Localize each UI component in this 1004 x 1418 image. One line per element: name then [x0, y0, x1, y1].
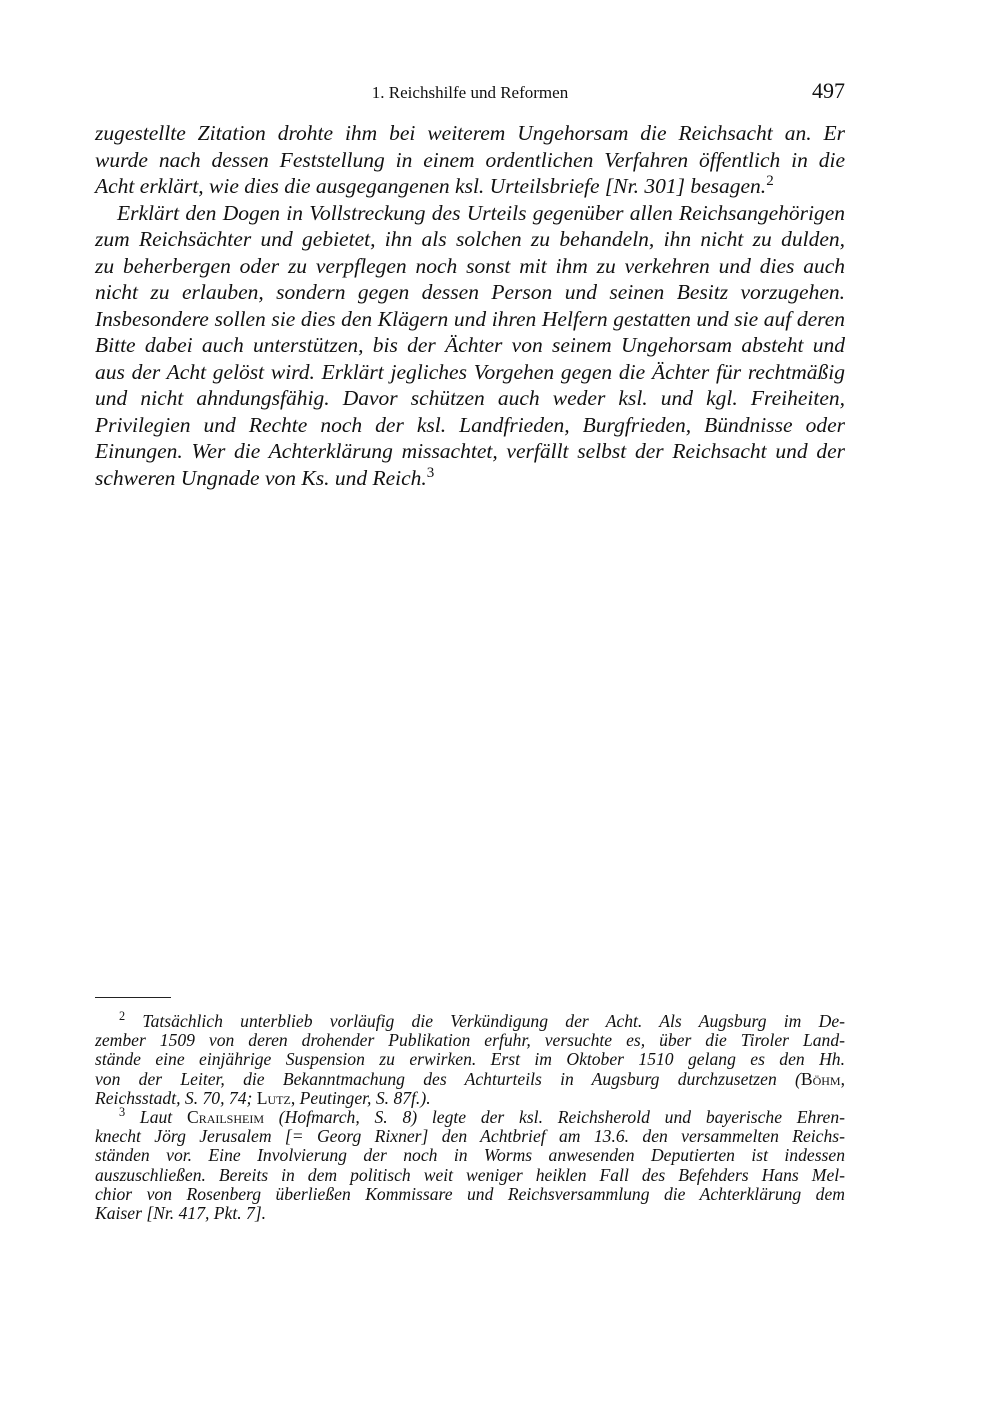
text-line	[95, 279, 845, 306]
text-line	[95, 306, 845, 333]
text-segment: Böhm,	[800, 1068, 845, 1089]
text-line	[95, 226, 845, 253]
text-segment: Privilegien und Rechte noch der ksl. Landfrieden, Burgfrieden, Bündnisse oder	[95, 412, 845, 437]
text-line	[95, 200, 845, 227]
running-header	[95, 80, 845, 108]
text-line	[95, 173, 845, 200]
text-line	[95, 332, 845, 359]
footnote-line	[95, 1089, 845, 1108]
footnote-line	[95, 1127, 845, 1146]
text-line	[95, 438, 845, 465]
text-segment: Erklärt den Dogen in Vollstreckung des Urteils gegenüber allen Reichsangehörigen	[117, 200, 845, 225]
footnote-line	[95, 1009, 845, 1031]
text-segment: Kaiser [Nr. 417, Pkt. 7].	[95, 1202, 267, 1223]
text-segment: zugestellte Zitation drohte ihm bei weiterem Ungehorsam die Reichsacht an. Er	[95, 121, 845, 145]
footnote-rule	[95, 997, 171, 998]
text-segment: von der Leiter, die Bekanntmachung des Achturteils in Augsburg durchzusetzen (	[95, 1068, 801, 1089]
footnote-marker: 3	[426, 464, 435, 481]
text-segment: chior von Rosenberg überließen Kommissare und Reichsversammlung die Achterklärung dem	[95, 1183, 845, 1204]
text-segment: nicht zu erlauben, sondern gegen dessen Person und seinen Besitz vorzugehen.	[95, 280, 845, 304]
text-segment: Bitte dabei auch unterstützen, bis der Ächter von seinem Ungehorsam absteht und	[95, 333, 845, 357]
text-segment: Tatsächlich unterblieb vorläufig die Verkündigung der Acht. Als Augsburg im De-	[125, 1011, 845, 1031]
footnote-line	[95, 1070, 845, 1089]
text-segment: Einungen. Wer die Achterklärung missachtet, verfällt selbst der Reichsacht und der	[95, 439, 845, 463]
text-segment: und nicht ahndungsfähig. Davor schützen auch weder ksl. und kgl. Freiheiten,	[95, 386, 845, 410]
text-segment: (Hofmarch, S. 8) legte der ksl. Reichsherold und bayerische Ehren-	[264, 1106, 845, 1127]
text-segment: Reichsstadt, S. 70, 74;	[95, 1087, 257, 1108]
page-number: 497	[812, 78, 845, 103]
footnote-line	[95, 1105, 845, 1127]
footnote-line	[95, 1031, 845, 1050]
footnote-line	[95, 1185, 845, 1204]
text-segment: Acht erklärt, wie dies die ausgegangenen ksl. Urteilsbriefe [Nr. 301] besagen.	[95, 174, 767, 198]
text-segment: Laut	[125, 1106, 187, 1127]
text-segment: Insbesondere sollen sie dies den Klägern und ihren Helfern gestatten und sie auf deren	[95, 306, 845, 331]
footnote-line	[95, 1166, 845, 1185]
footnote-marker: 2	[119, 1009, 126, 1024]
text-segment: zu beherbergen oder zu verpflegen noch sonst mit ihm zu verkehren und dies auch	[95, 253, 845, 278]
text-segment: auszuschließen. Bereits in dem politisch weit weniger heiklen Fall des Befehders Hans Mel-	[95, 1164, 845, 1185]
text-line	[95, 120, 845, 147]
footnote-line	[95, 1050, 845, 1069]
running-title: 1. Reichshilfe und Reformen	[371, 83, 569, 102]
main-text	[95, 120, 845, 491]
text-line	[95, 359, 845, 386]
text-segment: wurde nach dessen Feststellung in einem ordentlichen Verfahren öffentlich in die	[95, 147, 845, 172]
text-segment: stände eine einjährige Suspension zu erwirken. Erst im Oktober 1510 gelang es den Hh.	[95, 1049, 845, 1070]
text-segment: ständen vor. Eine Involvierung der noch in Worms anwesenden Deputierten ist indessen	[95, 1145, 845, 1166]
footnote-marker: 2	[766, 172, 774, 189]
text-line	[95, 147, 845, 174]
footnote-line	[95, 1204, 845, 1223]
text-segment: knecht Jörg Jerusalem [= Georg Rixner] den Achtbrief am 13.6. den versammelten Reichs-	[95, 1126, 845, 1147]
footnote-marker: 3	[119, 1105, 126, 1120]
text-segment: aus der Acht gelöst wird. Erklärt jegliches Vorgehen gegen die Ächter für rechtmäßig	[95, 359, 845, 384]
text-segment: schweren Ungnade von Ks. und Reich.	[95, 465, 427, 490]
text-line	[95, 385, 845, 412]
text-segment: zember 1509 von deren drohender Publikation erfuhr, versuchte es, über die Tiroler Land-	[95, 1030, 845, 1051]
text-segment: Lutz,	[256, 1087, 296, 1108]
footnote-line	[95, 1146, 845, 1165]
text-line	[95, 412, 845, 439]
text-segment: zum Reichsächter und gebietet, ihn als solchen zu behandeln, ihn nicht zu dulden,	[95, 227, 845, 251]
text-segment: Peutinger, S. 87f.).	[295, 1087, 431, 1108]
text-segment: Crailsheim	[186, 1106, 265, 1127]
footnotes	[95, 1009, 845, 1223]
text-line	[95, 253, 845, 280]
text-line	[95, 465, 845, 492]
